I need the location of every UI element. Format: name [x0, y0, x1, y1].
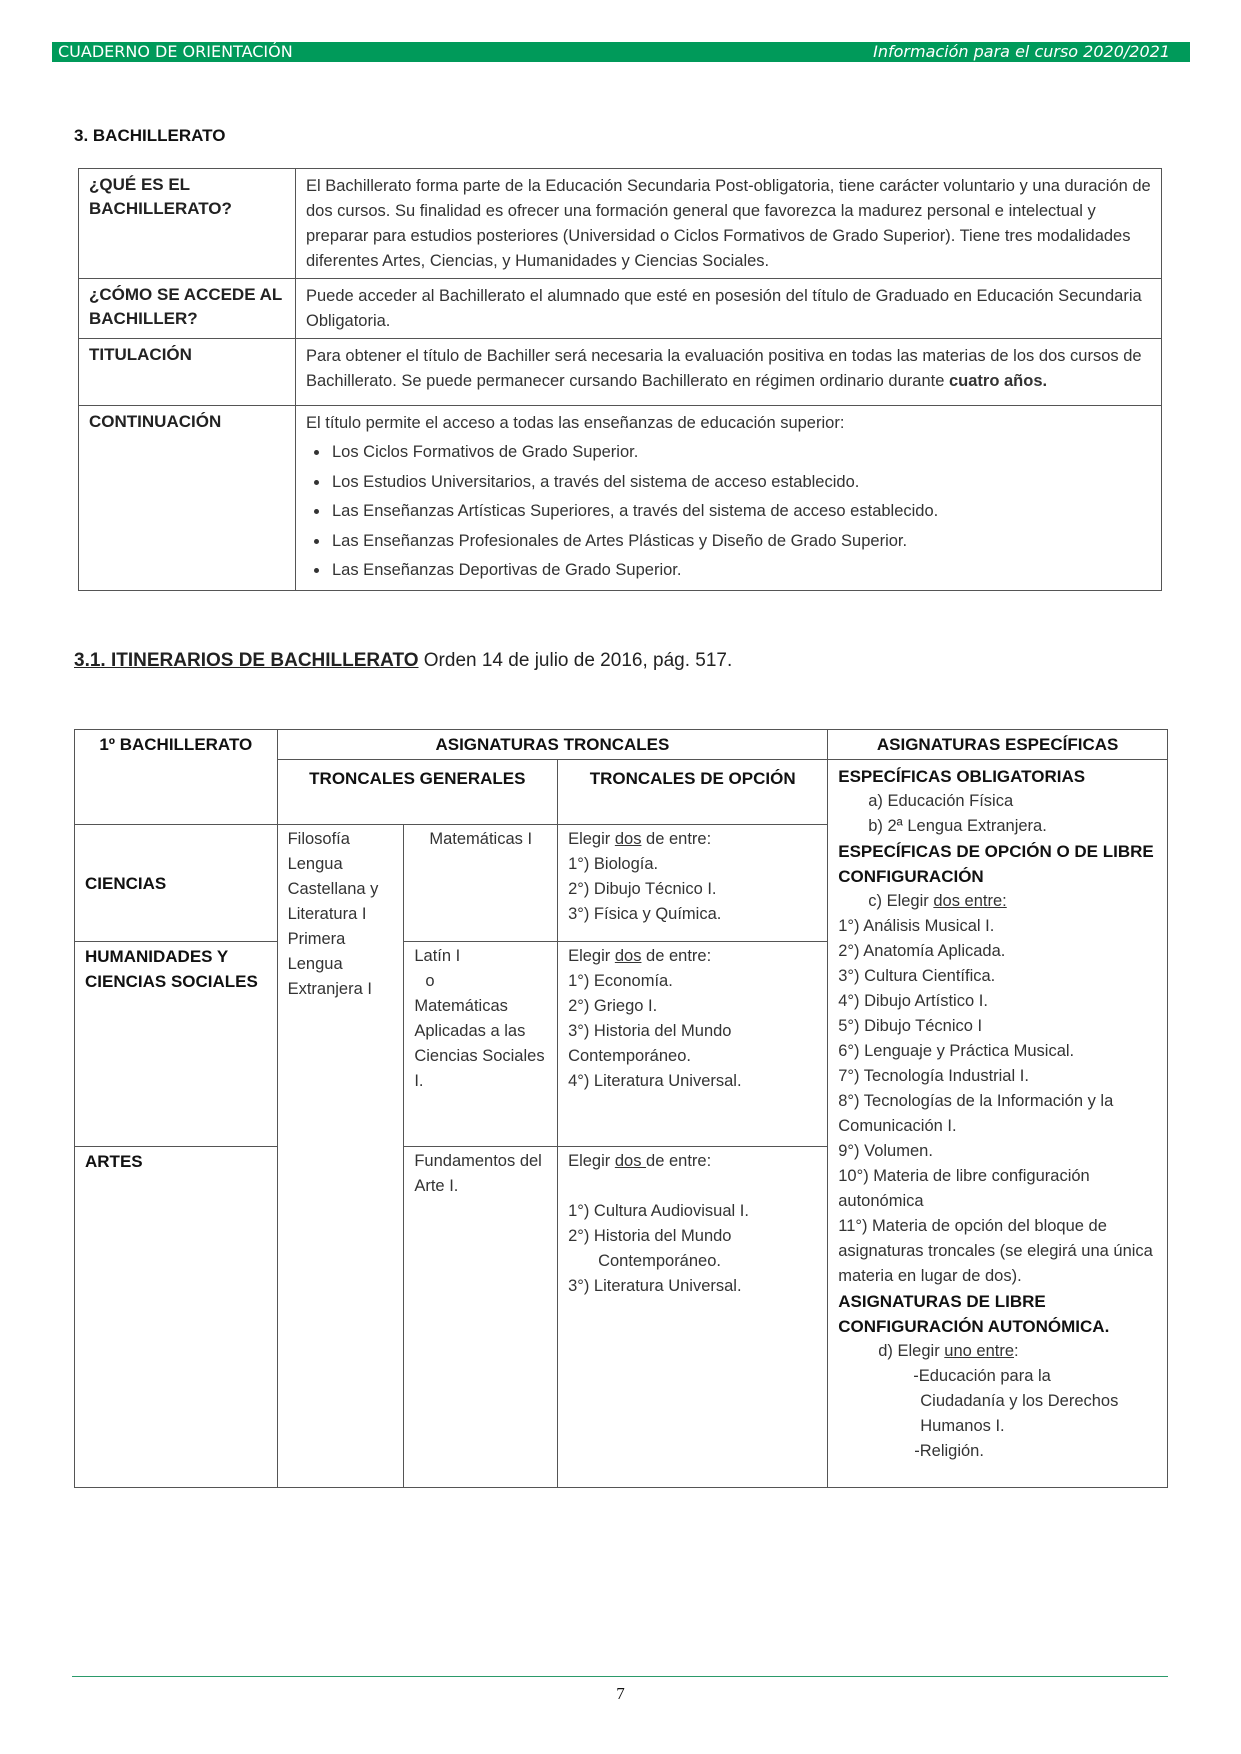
- generales-header: TRONCALES GENERALES: [277, 760, 557, 825]
- elegir-prefix: Elegir: [568, 830, 615, 848]
- list-item: • Las Enseñanzas Profesionales de Artes Plásticas y Diseño de Grado Superior.: [330, 527, 1151, 557]
- section-title: 3. BACHILLERATO: [74, 126, 226, 145]
- row-content: Puede acceder al Bachillerato el alumnado que esté en posesión del título de Graduado en Educación Secundaria Obligatoria.: [296, 279, 1162, 339]
- opcion-header: TRONCALES DE OPCIÓN: [558, 760, 828, 825]
- elegir-underlined: dos: [614, 830, 642, 848]
- elegir-prefix: c) Elegir: [868, 892, 934, 910]
- row-name: CIENCIAS: [75, 825, 278, 942]
- list-item: Ciencias Sociales: [414, 1047, 545, 1065]
- elegir-underlined: dos: [614, 1152, 647, 1170]
- especificas-oblig-title: ESPECÍFICAS OBLIGATORIAS: [838, 767, 1086, 786]
- elegir-suffix: de entre:: [641, 830, 712, 848]
- list-item: Matemáticas: [414, 997, 508, 1015]
- list-item: Lengua: [287, 955, 343, 973]
- header-left-title: CUADERNO DE ORIENTACIÓN: [58, 42, 293, 61]
- itinerarios-ref: Orden 14 de julio de 2016, pág. 517.: [423, 650, 733, 671]
- continuacion-list: [306, 438, 1151, 586]
- list-item: 3°) Física y Química.: [568, 905, 722, 923]
- list-item: 7°) Tecnología Industrial I.: [838, 1067, 1029, 1085]
- libre-config-title: ASIGNATURAS DE LIBRE CONFIGURACIÓN AUTONÓMICA.: [838, 1292, 1110, 1336]
- list-item: Aplicadas a las: [414, 1022, 526, 1040]
- row-options: [558, 1147, 828, 1488]
- row-general: Matemáticas I: [404, 825, 558, 942]
- list-item: 3°) Cultura Científica.: [838, 967, 996, 985]
- list-item: Extranjera I: [287, 980, 372, 998]
- itinerarios-table: [74, 729, 1168, 1488]
- elegir-suffix: de entre:: [641, 947, 712, 965]
- row-options: [558, 825, 828, 942]
- list-item: Contemporáneo.: [568, 1047, 691, 1065]
- list-item: b) 2ª Lengua Extranjera.: [868, 817, 1047, 835]
- list-item: Arte I.: [414, 1177, 459, 1195]
- elegir-prefix: Elegir: [568, 947, 615, 965]
- row-general: [404, 1147, 558, 1488]
- elegir-dos-entre: [838, 889, 1157, 914]
- list-item: Filosofía: [287, 830, 350, 848]
- list-item: 3°) Historia del Mundo: [568, 1022, 732, 1040]
- list-item: Primera: [287, 930, 346, 948]
- list-item: -Educación para la: [913, 1367, 1051, 1385]
- row-name: HUMANIDADES Y CIENCIAS SOCIALES: [75, 942, 278, 1147]
- list-item: • Los Estudios Universitarios, a través del sistema de acceso establecido.: [330, 468, 1151, 498]
- row-label: TITULACIÓN: [79, 339, 296, 406]
- especificas-cell: [828, 760, 1168, 1488]
- especificas-opcion-title: ESPECÍFICAS DE OPCIÓN O DE LIBRE CONFIGURACIÓN: [838, 842, 1154, 886]
- list-item: 10°) Materia de libre configuración autonómica: [838, 1167, 1090, 1210]
- list-item: Literatura I: [287, 905, 367, 923]
- list-item: 5°) Dibujo Técnico I: [838, 1017, 983, 1035]
- continuacion-intro: El título permite el acceso a todas las enseñanzas de educación superior:: [306, 414, 845, 432]
- list-item: 3°) Literatura Universal.: [568, 1277, 742, 1295]
- list-item: o: [425, 972, 435, 990]
- course-header: 1º BACHILLERATO: [75, 730, 278, 825]
- elegir-prefix: d) Elegir: [878, 1342, 945, 1360]
- list-item: 2°) Dibujo Técnico I.: [568, 880, 717, 898]
- list-item: 2°) Historia del Mundo: [568, 1227, 732, 1245]
- row-content: El Bachillerato forma parte de la Educación Secundaria Post-obligatoria, tiene carácter voluntario y una duración de dos cursos. Su finalidad es ofrecer una formación general que favorezca la madurez personal e intelectual y preparar para estudios posteriores (Universidad o Ciclos Formativos de Grado Superior). Tiene tres modalidades diferentes Artes, Ciencias, y Humanidades y Ciencias Sociales.: [296, 169, 1162, 279]
- list-item: 4°) Dibujo Artístico I.: [838, 992, 988, 1010]
- header-right-title: Información para el curso 2020/2021: [873, 42, 1170, 61]
- table-row: [79, 169, 1162, 279]
- list-item: 1°) Análisis Musical I.: [838, 917, 995, 935]
- list-item: 4°) Literatura Universal.: [568, 1072, 742, 1090]
- list-item: Humanos I.: [920, 1417, 1005, 1435]
- list-item: a) Educación Física: [868, 792, 1014, 810]
- elegir-uno-entre: [838, 1339, 1157, 1364]
- generales-cell: [277, 825, 404, 1488]
- list-item: • Los Ciclos Formativos de Grado Superior.: [330, 438, 1151, 468]
- elegir-underlined: dos entre:: [933, 892, 1007, 910]
- row-content: [296, 406, 1162, 591]
- elegir-prefix: Elegir: [568, 1152, 615, 1170]
- elegir-line: [568, 1149, 817, 1174]
- list-item: 1°) Biología.: [568, 855, 659, 873]
- row-label: CONTINUACIÓN: [79, 406, 296, 591]
- elegir-underlined: dos: [614, 947, 642, 965]
- table-row: [75, 730, 1168, 760]
- list-item: • Las Enseñanzas Deportivas de Grado Superior.: [330, 556, 1151, 586]
- bachillerato-info-table: [78, 168, 1162, 591]
- list-item: 1°) Cultura Audiovisual I.: [568, 1202, 749, 1220]
- elegir-underlined: uno entre: [944, 1342, 1015, 1360]
- elegir-suffix: de entre:: [646, 1152, 712, 1170]
- page-header-bar: [52, 42, 1190, 62]
- table-row: [79, 279, 1162, 339]
- list-item: • Las Enseñanzas Artísticas Superiores, a través del sistema de acceso establecido.: [330, 497, 1151, 527]
- list-item: Lengua: [287, 855, 343, 873]
- list-item: Contemporáneo.: [598, 1252, 721, 1270]
- list-item: 11°) Materia de opción del bloque de asignaturas troncales (se elegirá una única materia en lugar de dos).: [838, 1217, 1153, 1285]
- row-label: ¿QUÉ ES EL BACHILLERATO?: [79, 169, 296, 279]
- list-item: Castellana y: [287, 880, 379, 898]
- table-row: [79, 406, 1162, 591]
- list-item: 9°) Volumen.: [838, 1142, 933, 1160]
- especificas-header: ASIGNATURAS ESPECÍFICAS: [828, 730, 1168, 760]
- titulacion-text: Para obtener el título de Bachiller será necesaria la evaluación positiva en todas las materias de los dos cursos de Bachillerato. Se puede permanecer cursando Bachillerato en régimen ordinario durante: [306, 347, 1142, 390]
- page-number: 7: [616, 1684, 625, 1703]
- list-item: -Religión.: [914, 1442, 984, 1460]
- footer-divider: [72, 1676, 1168, 1677]
- list-item: Latín I: [414, 947, 461, 965]
- elegir-line: [568, 827, 817, 852]
- row-content: [296, 339, 1162, 406]
- list-item: 8°) Tecnologías de la Información y la Comunicación I.: [838, 1092, 1114, 1135]
- list-item: 6°) Lenguaje y Práctica Musical.: [838, 1042, 1075, 1060]
- itinerarios-heading: [74, 650, 732, 672]
- list-item: Ciudadanía y los Derechos: [920, 1392, 1119, 1410]
- elegir-line: [568, 944, 817, 969]
- list-item: I.: [414, 1072, 424, 1090]
- row-general: [404, 942, 558, 1147]
- row-name: ARTES: [75, 1147, 278, 1488]
- list-item: Fundamentos del: [414, 1152, 542, 1170]
- elegir-suffix: :: [1014, 1342, 1019, 1360]
- list-item: 1°) Economía.: [568, 972, 673, 990]
- list-item: 2°) Griego I.: [568, 997, 658, 1015]
- list-item: 2°) Anatomía Aplicada.: [838, 942, 1006, 960]
- itinerarios-title: 3.1. ITINERARIOS DE BACHILLERATO: [74, 650, 419, 671]
- row-options: [558, 942, 828, 1147]
- row-label: ¿CÓMO SE ACCEDE AL BACHILLER?: [79, 279, 296, 339]
- troncales-header: ASIGNATURAS TRONCALES: [277, 730, 828, 760]
- titulacion-bold: cuatro años.: [948, 372, 1048, 390]
- spacer: [568, 1174, 817, 1199]
- table-row: [79, 339, 1162, 406]
